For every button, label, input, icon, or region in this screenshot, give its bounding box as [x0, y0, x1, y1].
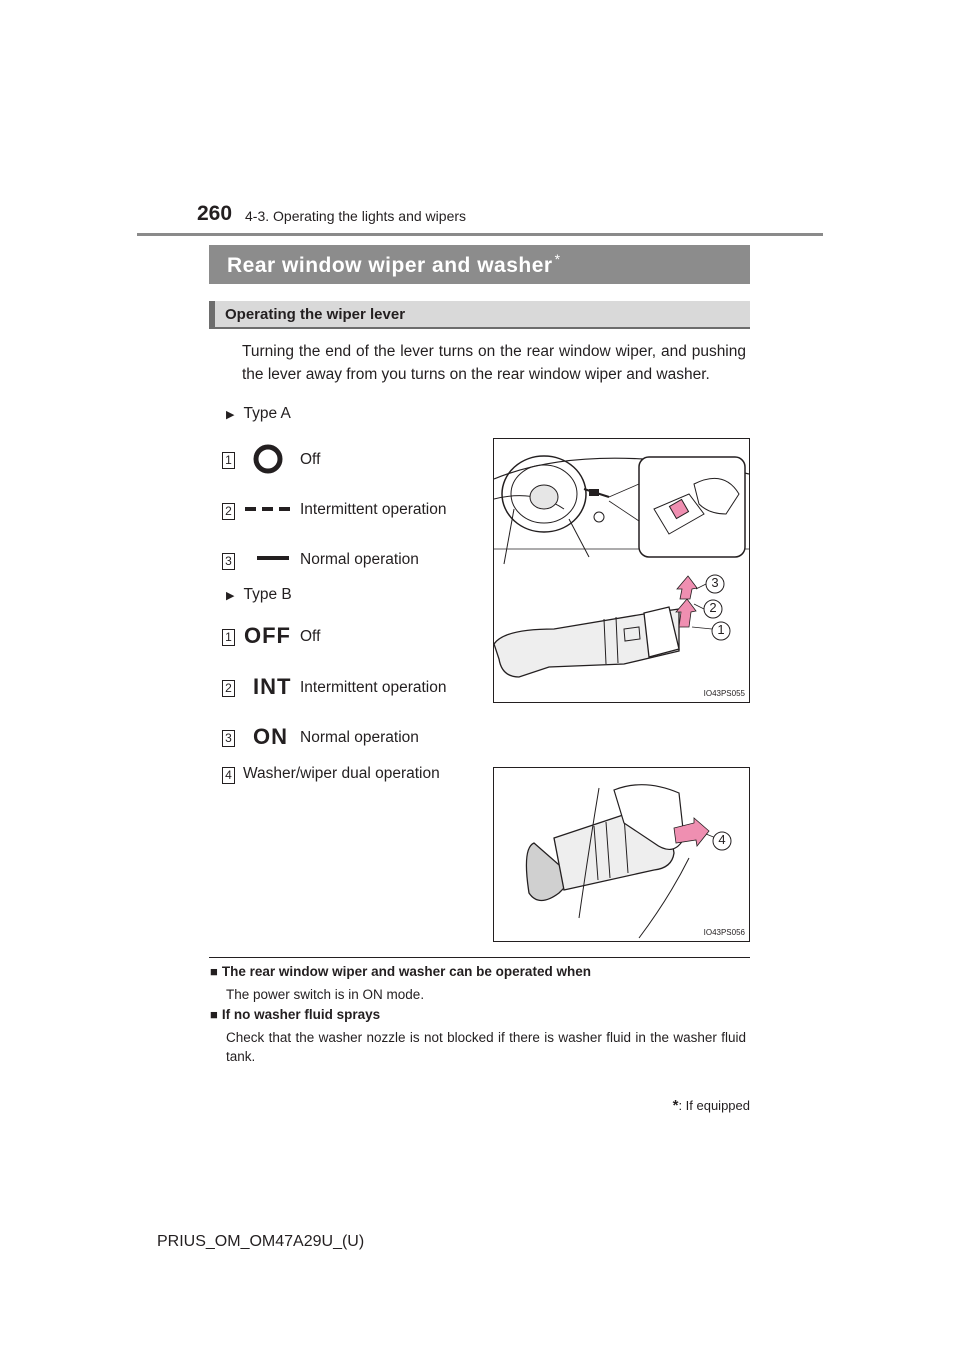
note-1-title-text: The rear window wiper and washer can be operated when	[221, 964, 591, 979]
callout-3: 3	[711, 575, 719, 590]
type-a-label	[226, 405, 291, 423]
circle-icon	[252, 444, 284, 474]
type-b-label	[226, 586, 292, 604]
callout-number: 2	[222, 503, 235, 520]
callout-4: 4	[718, 832, 726, 847]
arrow-icon: ▶	[226, 409, 235, 421]
bullet-square-icon: ■	[210, 964, 218, 979]
note-2-title	[210, 1007, 380, 1022]
arrow-icon: ▶	[226, 590, 235, 602]
type-b-label-text: Type B	[243, 586, 292, 603]
type-b-off-text: Off	[300, 628, 321, 645]
wiper-lever-illustration	[494, 439, 749, 702]
callout-number: 4	[222, 767, 235, 784]
figure-code: IO43PS055	[703, 689, 745, 698]
note-2-title-text: If no washer fluid sprays	[221, 1007, 381, 1022]
subsection-bar	[209, 301, 750, 329]
note-1-body: The power switch is in ON mode.	[226, 987, 425, 1002]
footnote	[673, 1097, 750, 1114]
title-star: *	[554, 251, 561, 267]
type-a-int-text: Intermittent operation	[300, 501, 447, 518]
washer-illustration	[494, 768, 749, 941]
callout-number: 3	[222, 730, 235, 747]
footnote-star: *	[672, 1097, 679, 1114]
callout-number: 1	[222, 629, 235, 646]
figure-code: IO43PS056	[703, 928, 745, 937]
type-a-normal-text: Normal operation	[300, 551, 419, 568]
footer-code: PRIUS_OM_OM47A29U_(U)	[157, 1233, 365, 1250]
subsection-title: Operating the wiper lever	[225, 306, 406, 323]
page-title	[227, 251, 561, 278]
callout-2: 2	[709, 600, 717, 615]
page-number: 260	[197, 202, 233, 225]
washer-figure	[493, 767, 750, 942]
bullet-square-icon: ■	[210, 1007, 218, 1022]
int-symbol: INT	[253, 674, 292, 699]
callout-1: 1	[717, 622, 725, 637]
off-symbol: OFF	[244, 623, 291, 648]
notes-divider	[209, 957, 750, 958]
type-b-int-text: Intermittent operation	[300, 679, 447, 696]
on-symbol: ON	[253, 724, 288, 749]
footnote-text: : If equipped	[678, 1098, 750, 1113]
header-divider	[137, 233, 823, 236]
dashed-line-icon	[244, 504, 292, 514]
type-a-off-text: Off	[300, 451, 321, 468]
callout-number: 1	[222, 452, 235, 469]
solid-line-icon	[256, 553, 290, 563]
type-b-normal-text: Normal operation	[300, 729, 419, 746]
note-2-body: Check that the washer nozzle is not blocked if there is washer fluid in the washer fluid tank.	[226, 1030, 746, 1064]
washer-text: Washer/wiper dual operation	[243, 765, 440, 782]
callout-number: 3	[222, 553, 235, 570]
type-a-label-text: Type A	[243, 405, 291, 422]
intro-paragraph: Turning the end of the lever turns on the rear window wiper, and pushing the lever away from you turns on the rear window wiper and washer.	[242, 343, 746, 383]
main-title-bar	[209, 245, 750, 284]
callout-number: 2	[222, 680, 235, 697]
page-title-text: Rear window wiper and washer	[227, 254, 553, 277]
note-1-title	[210, 964, 591, 979]
wiper-lever-figure	[493, 438, 750, 703]
section-title: 4-3. Operating the lights and wipers	[245, 208, 467, 224]
